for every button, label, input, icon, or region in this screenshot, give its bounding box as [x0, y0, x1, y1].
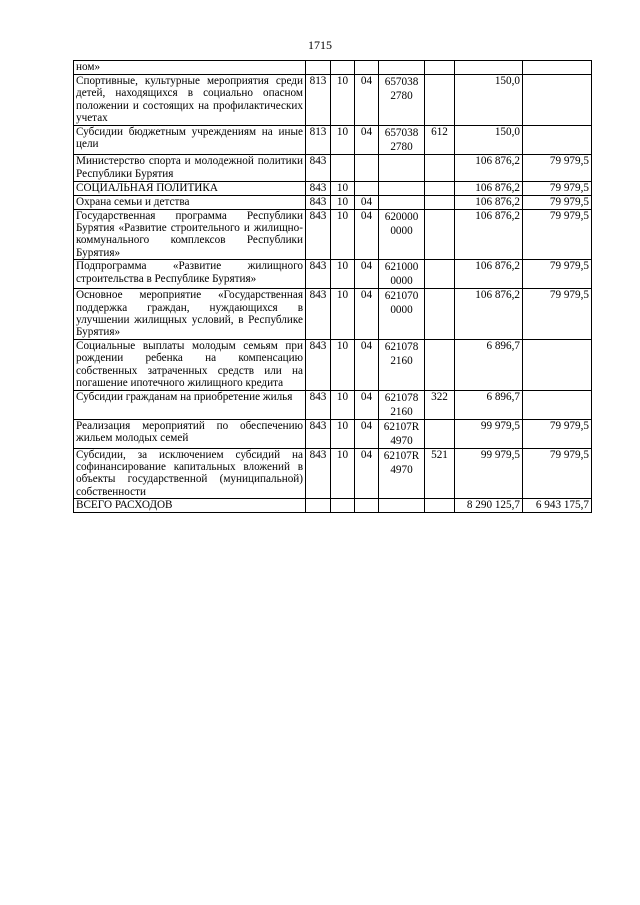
- cell-ministry: 813: [306, 75, 331, 126]
- cell-ministry: 843: [306, 181, 331, 195]
- cell-amount-2: [523, 75, 592, 126]
- cell-amount-2: 79 979,5: [523, 209, 592, 260]
- cell-ministry: 843: [306, 209, 331, 260]
- cell-section: 10: [331, 209, 355, 260]
- cell-subsection: 04: [355, 339, 379, 390]
- table-row: [74, 154, 592, 181]
- cell-ministry: [306, 499, 331, 513]
- cell-section: 10: [331, 289, 355, 340]
- cell-target: 621078 2160: [379, 339, 425, 390]
- cell-section: 10: [331, 125, 355, 154]
- cell-section: [331, 499, 355, 513]
- cell-target: 657038 2780: [379, 75, 425, 126]
- cell-name: СОЦИАЛЬНАЯ ПОЛИТИКА: [74, 181, 306, 195]
- cell-expense-type: [425, 339, 455, 390]
- cell-amount-2: 79 979,5: [523, 181, 592, 195]
- table-row: [74, 195, 592, 209]
- cell-subsection: [355, 154, 379, 181]
- cell-section: [331, 61, 355, 75]
- cell-expense-type: [425, 209, 455, 260]
- table-row: [74, 289, 592, 340]
- cell-amount-2: 79 979,5: [523, 195, 592, 209]
- cell-name: Министерство спорта и молодежной политики Республики Бурятия: [74, 154, 306, 181]
- cell-ministry: 843: [306, 390, 331, 419]
- cell-section: 10: [331, 75, 355, 126]
- cell-expense-type: [425, 181, 455, 195]
- table-row: [74, 61, 592, 75]
- cell-expense-type: 322: [425, 390, 455, 419]
- cell-name: Субсидии гражданам на приобретение жилья: [74, 390, 306, 419]
- cell-amount-2: 79 979,5: [523, 448, 592, 499]
- cell-target: [379, 61, 425, 75]
- cell-target: 620000 0000: [379, 209, 425, 260]
- cell-subsection: [355, 499, 379, 513]
- cell-name: Основное мероприятие «Государственная поддержка граждан, нуждающихся в улучшении жилищных условий, в Республике Бурятия»: [74, 289, 306, 340]
- cell-amount-1: 106 876,2: [455, 195, 523, 209]
- cell-target: [379, 181, 425, 195]
- cell-amount-2: 79 979,5: [523, 260, 592, 289]
- cell-expense-type: [425, 61, 455, 75]
- cell-amount-1: 106 876,2: [455, 209, 523, 260]
- cell-section: 10: [331, 260, 355, 289]
- cell-section: 10: [331, 181, 355, 195]
- cell-amount-2: [523, 390, 592, 419]
- table-row: [74, 448, 592, 499]
- cell-name: Социальные выплаты молодым семьям при рождении ребенка на компенсацию собственных затраченных средств или на погашение ипотечного жилищного кредита: [74, 339, 306, 390]
- cell-expense-type: [425, 154, 455, 181]
- cell-name: ном»: [74, 61, 306, 75]
- table-row: [74, 390, 592, 419]
- cell-name: Субсидии, за исключением субсидий на софинансирование капитальных вложений в объекты государственной (муниципальной) собственности: [74, 448, 306, 499]
- cell-amount-1: [455, 61, 523, 75]
- cell-subsection: 04: [355, 448, 379, 499]
- cell-amount-1: 150,0: [455, 125, 523, 154]
- cell-amount-1: 106 876,2: [455, 154, 523, 181]
- cell-amount-1: 106 876,2: [455, 181, 523, 195]
- cell-subsection: 04: [355, 209, 379, 260]
- cell-ministry: 843: [306, 339, 331, 390]
- cell-subsection: 04: [355, 75, 379, 126]
- cell-name: Охрана семьи и детства: [74, 195, 306, 209]
- cell-name: ВСЕГО РАСХОДОВ: [74, 499, 306, 513]
- cell-ministry: 843: [306, 195, 331, 209]
- cell-amount-1: 99 979,5: [455, 448, 523, 499]
- cell-expense-type: [425, 260, 455, 289]
- cell-section: 10: [331, 339, 355, 390]
- cell-target: 621070 0000: [379, 289, 425, 340]
- cell-amount-2: [523, 125, 592, 154]
- cell-amount-2: [523, 61, 592, 75]
- cell-subsection: [355, 181, 379, 195]
- table-row: [74, 75, 592, 126]
- cell-ministry: [306, 61, 331, 75]
- cell-target: [379, 499, 425, 513]
- cell-expense-type: 521: [425, 448, 455, 499]
- cell-amount-2: 79 979,5: [523, 289, 592, 340]
- cell-amount-1: 6 896,7: [455, 390, 523, 419]
- cell-section: [331, 154, 355, 181]
- cell-name: Государственная программа Республики Бурятия «Развитие строительного и жилищно-коммунального комплексов Республики Бурятия»: [74, 209, 306, 260]
- table-body: [74, 61, 592, 513]
- cell-target: 62107R 4970: [379, 448, 425, 499]
- cell-ministry: 843: [306, 154, 331, 181]
- cell-amount-1: 106 876,2: [455, 289, 523, 340]
- cell-expense-type: [425, 289, 455, 340]
- cell-expense-type: [425, 75, 455, 126]
- cell-subsection: 04: [355, 419, 379, 448]
- cell-name: Реализация мероприятий по обеспечению жильем молодых семей: [74, 419, 306, 448]
- cell-ministry: 843: [306, 419, 331, 448]
- table-row: [74, 125, 592, 154]
- cell-name: Спортивные, культурные мероприятия среди детей, находящихся в социально опасном положении и состоящих на профилактических учетах: [74, 75, 306, 126]
- cell-target: 621000 0000: [379, 260, 425, 289]
- cell-target: 621078 2160: [379, 390, 425, 419]
- table-row: [74, 209, 592, 260]
- cell-ministry: 843: [306, 260, 331, 289]
- cell-section: 10: [331, 195, 355, 209]
- cell-subsection: 04: [355, 195, 379, 209]
- cell-target: 657038 2780: [379, 125, 425, 154]
- cell-target: 62107R 4970: [379, 419, 425, 448]
- cell-amount-1: 150,0: [455, 75, 523, 126]
- cell-expense-type: [425, 499, 455, 513]
- cell-section: 10: [331, 448, 355, 499]
- budget-table: [73, 60, 592, 513]
- cell-target: [379, 154, 425, 181]
- cell-subsection: 04: [355, 390, 379, 419]
- page-number: 1715: [308, 38, 332, 52]
- cell-amount-2: 79 979,5: [523, 419, 592, 448]
- table-row: [74, 419, 592, 448]
- cell-amount-1: 8 290 125,7: [455, 499, 523, 513]
- cell-ministry: 843: [306, 289, 331, 340]
- table-row: [74, 499, 592, 513]
- cell-amount-1: 6 896,7: [455, 339, 523, 390]
- cell-amount-2: 6 943 175,7: [523, 499, 592, 513]
- cell-ministry: 813: [306, 125, 331, 154]
- cell-name: Субсидии бюджетным учреждениям на иные цели: [74, 125, 306, 154]
- cell-ministry: 843: [306, 448, 331, 499]
- cell-amount-1: 106 876,2: [455, 260, 523, 289]
- cell-section: 10: [331, 419, 355, 448]
- cell-subsection: [355, 61, 379, 75]
- cell-amount-2: [523, 339, 592, 390]
- table-row: [74, 260, 592, 289]
- cell-amount-1: 99 979,5: [455, 419, 523, 448]
- cell-expense-type: [425, 195, 455, 209]
- table-row: [74, 181, 592, 195]
- cell-subsection: 04: [355, 260, 379, 289]
- cell-amount-2: 79 979,5: [523, 154, 592, 181]
- cell-subsection: 04: [355, 125, 379, 154]
- cell-expense-type: 612: [425, 125, 455, 154]
- cell-expense-type: [425, 419, 455, 448]
- cell-target: [379, 195, 425, 209]
- table-row: [74, 339, 592, 390]
- cell-subsection: 04: [355, 289, 379, 340]
- cell-section: 10: [331, 390, 355, 419]
- cell-name: Подпрограмма «Развитие жилищного строительства в Республике Бурятия»: [74, 260, 306, 289]
